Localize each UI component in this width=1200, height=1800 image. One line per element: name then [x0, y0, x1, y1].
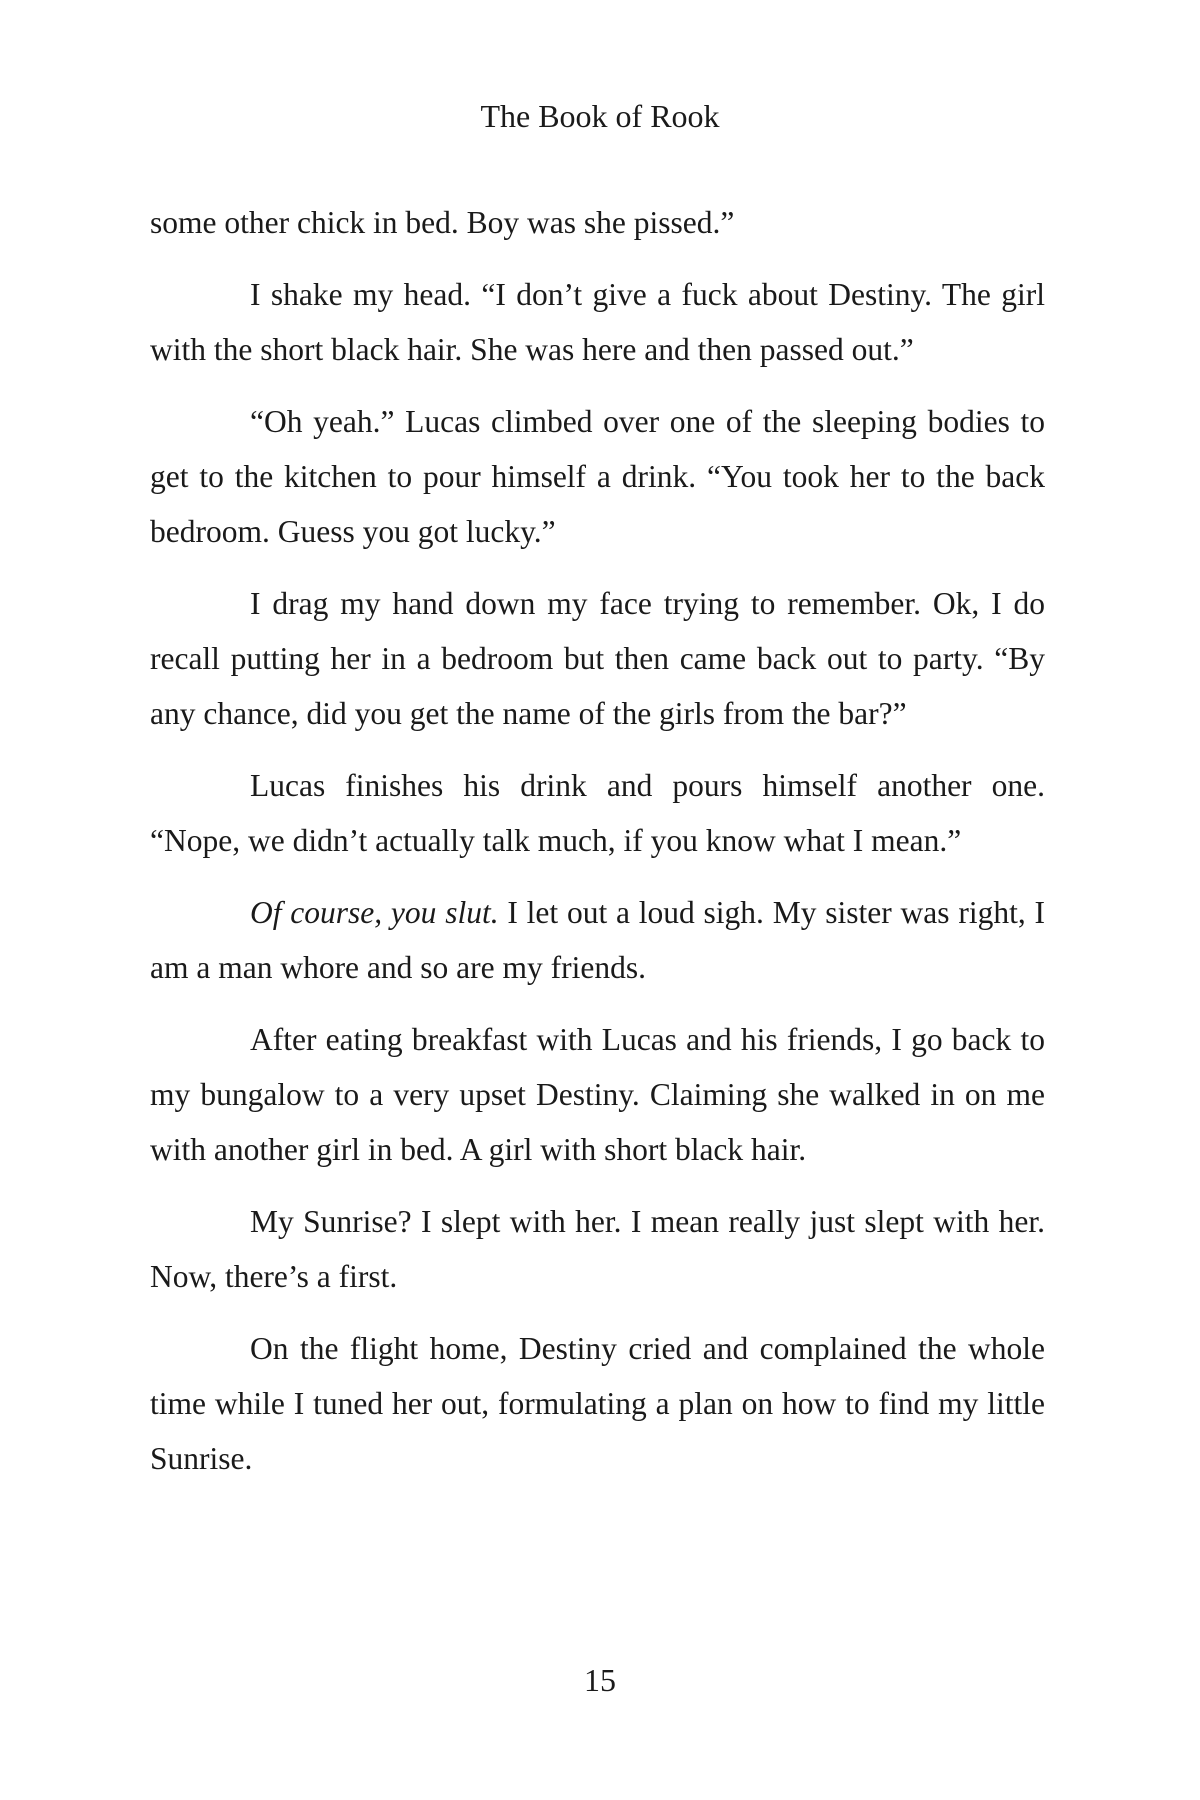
paragraph-text: Lucas finishes his drink and pours himself another one. “Nope, we didn’t actually talk much, if you know what I mean.”: [150, 768, 1045, 858]
paragraph-text: some other chick in bed. Boy was she pissed.”: [150, 205, 735, 240]
paragraph-text: On the flight home, Destiny cried and complained the whole time while I tuned her out, formulating a plan on how to find my little Sunrise.: [150, 1331, 1045, 1476]
paragraph-1: [150, 195, 1045, 250]
paragraph-text: I let out a loud sigh. My sister was right, I am a man whore and so are my friends.: [150, 895, 1045, 985]
paragraph-text: I drag my hand down my face trying to remember. Ok, I do recall putting her in a bedroom but then came back out to party. “By any chance, did you get the name of the girls from the bar?”: [150, 586, 1045, 731]
paragraph-5: [150, 758, 1045, 868]
paragraph-text: After eating breakfast with Lucas and his friends, I go back to my bungalow to a very upset Destiny. Claiming she walked in on me with another girl in bed. A girl with short black hair.: [150, 1022, 1045, 1167]
paragraph-7: [150, 1012, 1045, 1177]
paragraph-9: [150, 1321, 1045, 1486]
paragraph-3: [150, 394, 1045, 559]
body-text: [150, 195, 1045, 1503]
paragraph-2: [150, 267, 1045, 377]
paragraph-text: I shake my head. “I don’t give a fuck about Destiny. The girl with the short black hair. She was here and then passed out.”: [150, 277, 1045, 367]
paragraph-text: “Oh yeah.” Lucas climbed over one of the sleeping bodies to get to the kitchen to pour himself a drink. “You took her to the back bedroom. Guess you got lucky.”: [150, 404, 1045, 549]
running-header: The Book of Rook: [480, 98, 720, 134]
paragraph-6: [150, 885, 1045, 995]
paragraph-8: [150, 1194, 1045, 1304]
paragraph-4: [150, 576, 1045, 741]
italic-thought: Of course, you slut.: [250, 895, 499, 930]
paragraph-text: My Sunrise? I slept with her. I mean really just slept with her. Now, there’s a first.: [150, 1204, 1045, 1294]
page-number: 15: [584, 1662, 616, 1698]
